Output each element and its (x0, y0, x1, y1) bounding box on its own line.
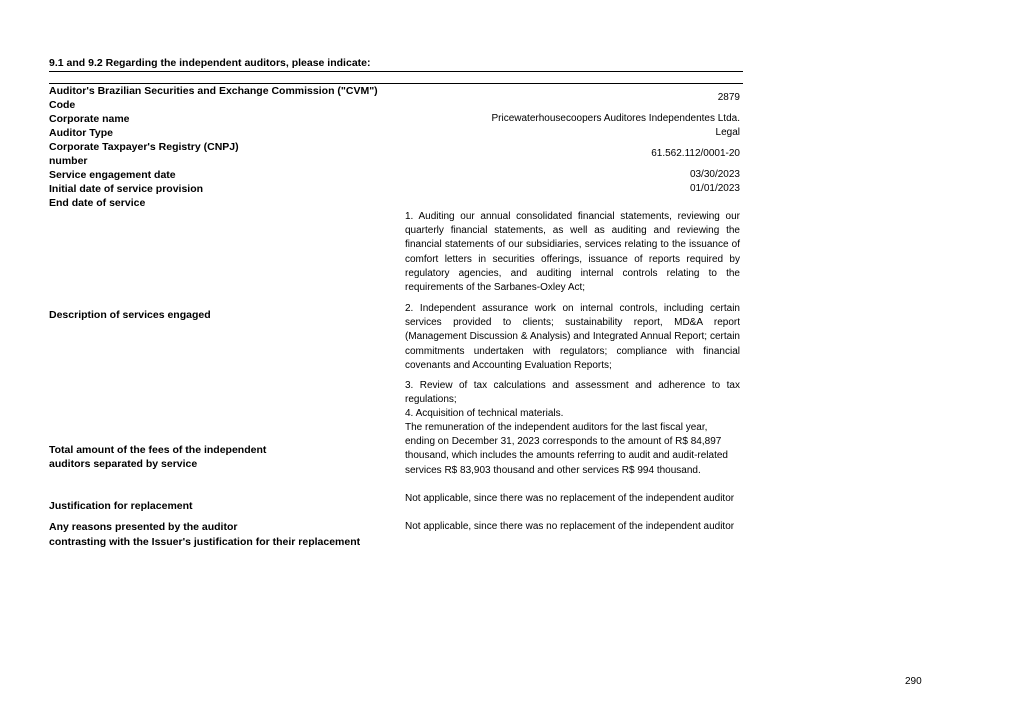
engagement-date-value: 03/30/2023 (689, 169, 740, 180)
cvm-code-value: 2879 (717, 92, 740, 103)
reasons-label-line1: Any reasons presented by the auditor (49, 521, 238, 533)
section-heading: 9.1 and 9.2 Regarding the independent auditors, please indicate: (49, 57, 743, 72)
service-item-3: 3. Review of tax calculations and assessment and adherence to tax regulations; (405, 380, 740, 406)
justification-value: Not applicable, since there was no replacement of the independent auditor (405, 493, 735, 504)
auditor-type-label: Auditor Type (49, 127, 113, 139)
corporate-name-label: Corporate name (49, 113, 130, 125)
engagement-date-label: Service engagement date (49, 169, 176, 181)
fees-label-line1: Total amount of the fees of the independent (49, 444, 267, 456)
corporate-name-value: Pricewaterhousecoopers Auditores Independentes Ltda. (491, 113, 740, 124)
fees-value: The remuneration of the independent auditors for the last fiscal year, ending on December 31, 2023 corresponds to the amount of R$ 84,897 thousand, which includes the amounts referring to audit and audit-related services R$ 83,903 thousand and other services R$ 994 thousand. (405, 422, 728, 476)
auditor-type-value: Legal (715, 127, 740, 138)
end-date-label: End date of service (49, 197, 146, 209)
services-label: Description of services engaged (49, 309, 211, 321)
cnpj-label-line1: Corporate Taxpayer's Registry (CNPJ) (49, 141, 239, 153)
service-item-4: 4. Acquisition of technical materials. (405, 408, 564, 419)
service-item-2: 2. Independent assurance work on internal controls, including certain services provided to clients; sustainability report, MD&A report (Management Discussion & Analysis) and Integrated Annual Report; certain commitments undertaken with regulators; compliance with financial covenants and Accounting Evaluation Reports; (405, 303, 740, 371)
fees-label-line2: auditors separated by service (49, 458, 198, 470)
initial-date-value: 01/01/2023 (689, 183, 740, 194)
cvm-code-label-line1: Auditor's Brazilian Securities and Exchange Commission ("CVM") (49, 85, 378, 97)
reasons-value: Not applicable, since there was no replacement of the independent auditor (405, 521, 735, 532)
reasons-label-line2: contrasting with the Issuer's justification for their replacement (49, 536, 361, 548)
cnpj-value: 61.562.112/0001-20 (651, 148, 740, 159)
service-item-1: 1. Auditing our annual consolidated financial statements, reviewing our quarterly financial statements, as well as auditing and reviewing the financial statements of our subsidiaries, services relating to the issuance of comfort letters in securities offerings, issuance of reports required by regulatory agencies, and auditing internal controls relating to the requirements of the Sarbanes-Oxley Act; (405, 211, 740, 294)
justification-label: Justification for replacement (49, 500, 193, 512)
initial-date-label: Initial date of service provision (49, 183, 204, 195)
cvm-code-label-line2: Code (49, 99, 76, 111)
cnpj-label-line2: number (49, 155, 88, 167)
page-number: 290 (905, 676, 922, 687)
